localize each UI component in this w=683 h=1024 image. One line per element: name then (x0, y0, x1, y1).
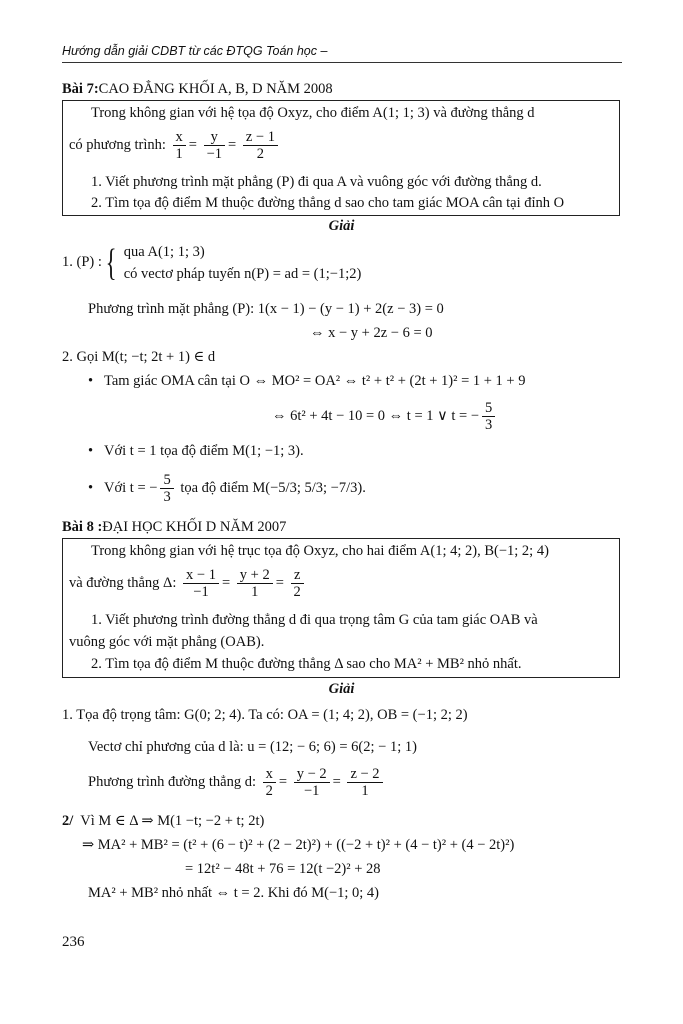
solution-7-part-1: 1. (P) :{ qua A(1; 1; 3) có vectơ pháp tuyến n(P) = ad = (1;−1;2) (62, 241, 362, 284)
page-number: 236 (62, 934, 85, 950)
problem-8-box: Trong không gian với hệ trục tọa độ Oxyz, cho hai điểm A(1; 4; 2), B(−1; 2; 4) và đường thẳng Δ: $\frac{x - 1}{-1}$ = $\frac{y + 2}{1}$ = $\frac{z}{2}$ 1. Viết phương trình đường thẳng d đi qua trọng tâm G của tam giác OAB và vuông góc với mặt phẳng (OAB). 2. Tìm tọa độ điểm M thuộc đường thẳng Δ sao cho MA² + MB² nhỏ nhất. (62, 538, 620, 678)
solution-heading-7: Giải (328, 218, 355, 234)
problem-8-title: Bài 8 :ĐẠI HỌC KHỐI D NĂM 2007 (62, 519, 287, 535)
solution-heading-8: Giải (328, 681, 355, 697)
running-header: Hướng dẫn giải CDBT từ các ĐTQG Toán học – (62, 44, 622, 63)
problem-8-line-equation: và đường thẳng Δ: $\frac{x - 1}{-1}$ = $\frac{y + 2}{1}$ = $\frac{z}{2}$ (69, 565, 307, 601)
problem-7-box: Trong không gian với hệ tọa độ Oxyz, cho điểm A(1; 1; 3) và đường thẳng d có phương trình: $\frac{x}{1}$ = $\frac{y}{-1}$ = $\frac{z - 1}{2}$ 1. Viết phương trình mặt phẳng (P) đi qua A và vuông góc với đường thẳng d. 2. Tìm tọa độ điểm M thuộc đường thẳng d sao cho tam giác MOA cân tại đỉnh O (62, 100, 620, 216)
problem-7-title: Bài 7:CAO ĐẲNG KHỐI A, B, D NĂM 2008 (62, 81, 333, 97)
problem-7-line-equation: có phương trình: $\frac{x}{1}$ = $\frac{y}{-1}$ = $\frac{z - 1}{2}$ (69, 127, 281, 163)
